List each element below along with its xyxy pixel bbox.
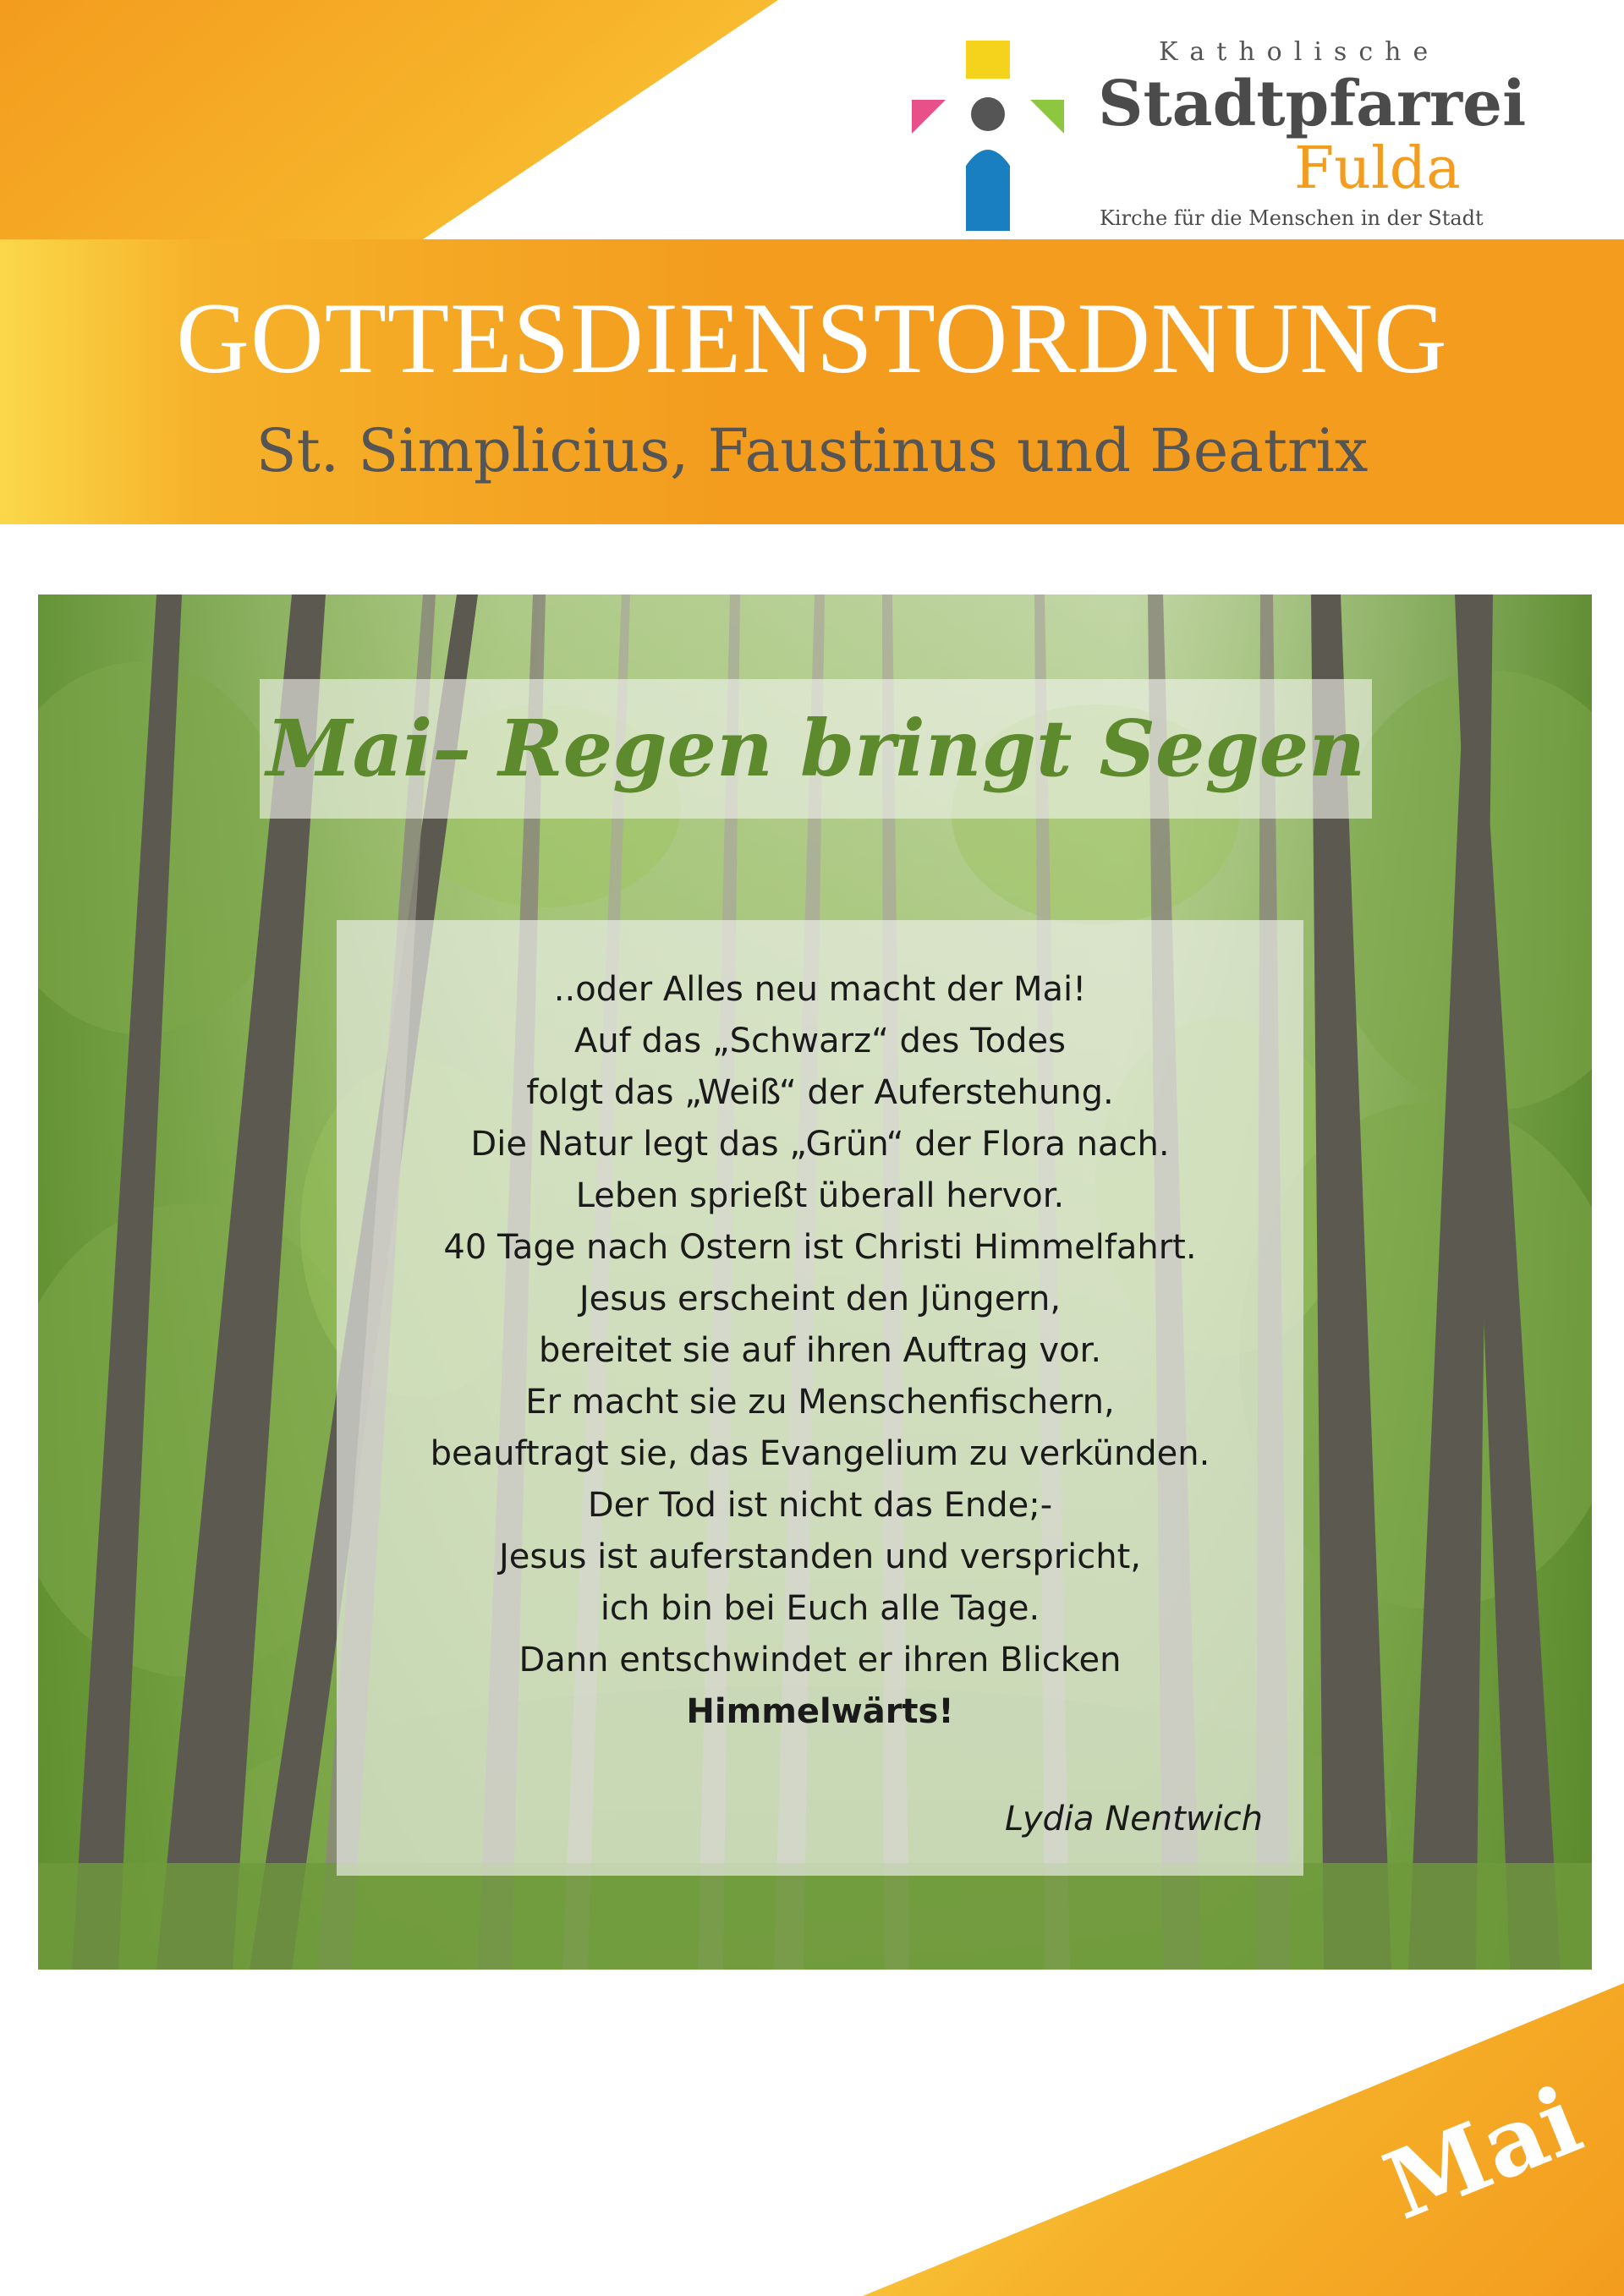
poem-line: Dann entschwindet er ihren Blicken [518,1641,1122,1680]
page-title: GOTTESDIENSTORDNUNG [176,282,1448,394]
poem-line: 40 Tage nach Ostern ist Christi Himmelfahrt. [443,1228,1197,1267]
poem-line: ich bin bei Euch alle Tage. [600,1589,1040,1628]
logo-name: Stadtpfarrei [1098,68,1527,140]
logo-city: Fulda [1294,135,1461,202]
poem-line: beauftragt sie, das Evangelium zu verkünden. [430,1434,1210,1473]
banner-heading: Mai– Regen bringt Segen [266,703,1366,794]
poem-text [337,964,1303,1738]
poem-line: Jesus ist auferstanden und verspricht, [498,1537,1142,1576]
poem-line: Auf das „Schwarz“ des Todes [573,1022,1067,1060]
logo-tagline: Kirche für die Menschen in der Stadt [1100,206,1484,230]
poem-line: Er macht sie zu Menschenfischern, [525,1383,1115,1422]
poem-line: Der Tod ist nicht das Ende;- [587,1486,1053,1525]
poem-line: Leben sprießt überall hervor. [575,1176,1065,1215]
poem-line: Die Natur legt das „Grün“ der Flora nach. [470,1125,1170,1164]
poem-line: bereitet sie auf ihren Auftrag vor. [538,1331,1102,1370]
month-label: Mai [1370,2065,1596,2241]
poem-line: folgt das „Weiß“ der Auferstehung. [526,1073,1114,1112]
logo-top-line: Katholische [1159,37,1440,67]
poem-line: ..oder Alles neu macht der Mai! [553,970,1087,1009]
poem-closing: Himmelwärts! [686,1692,954,1731]
page-subtitle: St. Simplicius, Faustinus und Beatrix [255,416,1369,485]
church-logo-icon [912,41,1064,231]
poem-author: Lydia Nentwich [1005,1800,1263,1838]
poem-line: Jesus erscheint den Jüngern, [579,1280,1062,1318]
